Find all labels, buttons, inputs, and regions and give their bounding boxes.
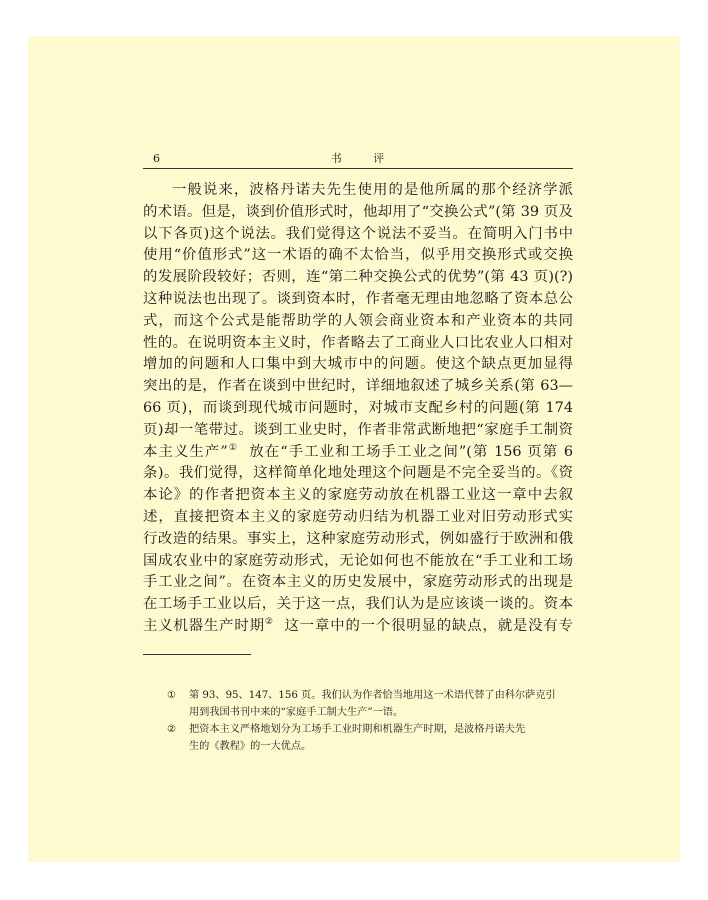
body-text <box>143 180 573 638</box>
body-line: 行改造的结果。事实上，这种家庭劳动形式，例如盛行于欧洲和俄 <box>143 530 573 547</box>
footnote-line: 用到我国书刊中来的“家庭手工制大生产”一语。 <box>189 706 404 718</box>
body-line: 这种说法也出现了。谈到资本时，作者毫无理由地忽略了资本总公 <box>143 290 573 307</box>
footnote-ref-1: ① <box>227 442 238 453</box>
body-line: 页)却一笔带过。谈到工业史时，作者非常武断地把“家庭手工制资 <box>143 421 573 438</box>
body-line-part: 主义机器生产时期 <box>143 617 265 634</box>
body-line: 本论》的作者把资本主义的家庭劳动放在机器工业这一章中去叙 <box>143 487 573 504</box>
body-line: 性的。在说明资本主义时，作者略去了工商业人口比农业人口相对 <box>143 334 573 351</box>
body-line: 条)。我们觉得，这样简单化地处理这个问题是不完全妥当的。《资 <box>143 465 573 482</box>
body-line: 手工业之间”。在资本主义的历史发展中，家庭劳动形式的出现是 <box>143 574 573 591</box>
body-line-part: 这一章中的一个很明显的缺点，就是没有专 <box>284 617 573 634</box>
body-line: 述，直接把资本主义的家庭劳动归结为机器工业对旧劳动形式实 <box>143 508 573 525</box>
body-line-with-footnote-1 <box>143 442 573 464</box>
body-line: 以下各页)这个说法。我们觉得这个说法不妥当。在简明入门书中 <box>143 225 573 242</box>
body-line: 国成农业中的家庭劳动形式，无论如何也不能放在“手工业和工场 <box>143 552 573 569</box>
footnote-2 <box>167 722 573 755</box>
footnote-line: 第 93、95、147、156 页。我们认为作者恰当地用这一术语代替了由科尔萨克引 <box>189 690 556 701</box>
page-number: 6 <box>153 152 160 165</box>
body-line-with-footnote-2 <box>143 616 573 638</box>
footnote-ref-2: ② <box>264 616 274 627</box>
body-line: 的发展阶段较好；否则，连“第二种交换公式的优势”(第 43 页)(?) <box>143 269 573 286</box>
footnote-mark: ② <box>167 724 177 735</box>
body-line: 使用“价值形式”这一术语的确不太恰当，似乎用交换形式或交换 <box>143 247 573 264</box>
running-head <box>143 151 572 167</box>
journal-title: 书 评 <box>330 152 399 165</box>
body-line: 式，而这个公式是能帮助学的人领会商业资本和产业资本的共同 <box>143 312 573 329</box>
body-line: 增加的问题和人口集中到大城市中的问题。使这个缺点更加显得 <box>143 356 573 373</box>
header-rule <box>143 168 573 169</box>
body-line: 突出的是，作者在谈到中世纪时，详细地叙述了城乡关系(第 63— <box>143 378 573 395</box>
footnotes <box>167 688 573 756</box>
body-line: 的术语。但是，谈到价值形式时，他却用了“交换公式”(第 39 页及 <box>143 203 573 220</box>
footnote-mark: ① <box>167 690 177 701</box>
body-line-part: 本主义生产” <box>143 443 228 460</box>
footnote-line: 把资本主义严格地划分为工场手工业时期和机器生产时期，是波格丹诺夫先 <box>189 724 526 735</box>
footnote-rule <box>143 654 251 655</box>
body-line-part: 放在“手工业和工场手工业之间”(第 156 页第 6 <box>249 443 573 460</box>
body-line: 一般说来，波格丹诺夫先生使用的是他所属的那个经济学派 <box>172 182 573 198</box>
footnote-line: 生的《教程》的一大优点。 <box>189 740 312 752</box>
body-line: 66 页)，而谈到现代城市问题时，对城市支配乡村的问题(第 174 <box>143 399 573 416</box>
footnote-1 <box>167 688 573 721</box>
body-line: 在工场手工业以后，关于这一点，我们认为是应该谈一谈的。资本 <box>143 596 573 613</box>
